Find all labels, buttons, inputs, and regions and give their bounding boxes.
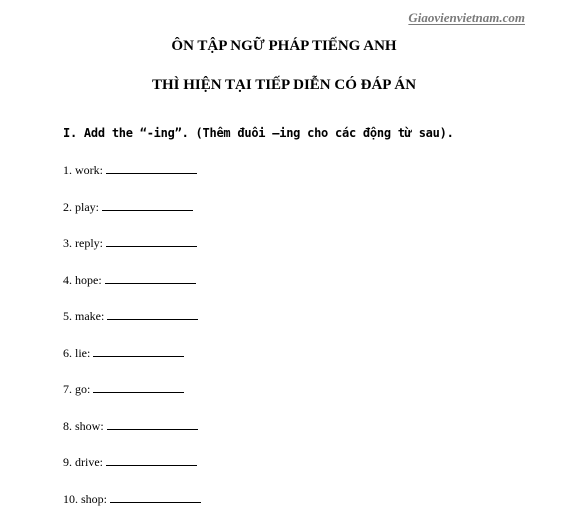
item-word: shop: [81,489,107,509]
answer-blank[interactable] [110,489,201,503]
item-number: 3. [63,233,72,253]
document-subtitle: THÌ HIỆN TẠI TIẾP DIỄN CÓ ĐÁP ÁN [0,77,568,94]
exercise-item [63,416,201,453]
answer-blank[interactable] [106,233,197,247]
item-word: lie: [75,343,90,363]
item-word: go: [75,379,90,399]
item-word: make: [75,306,104,326]
item-number: 9. [63,452,72,472]
exercise-item [63,160,201,197]
item-number: 7. [63,379,72,399]
exercise-item [63,306,201,343]
answer-blank[interactable] [106,160,197,174]
exercise-item [63,270,201,307]
answer-blank[interactable] [102,197,193,211]
item-word: show: [75,416,104,436]
answer-blank[interactable] [107,416,198,430]
answer-blank[interactable] [93,343,184,357]
item-number: 4. [63,270,72,290]
item-word: reply: [75,233,103,253]
exercise-item [63,343,201,380]
section-heading: I. Add the “-ing”. (Thêm đuôi –ing cho các động từ sau). [63,126,454,140]
item-number: 5. [63,306,72,326]
answer-blank[interactable] [106,452,197,466]
exercise-item [63,489,201,525]
item-number: 1. [63,160,72,180]
item-number: 8. [63,416,72,436]
document-title: ÔN TẬP NGỮ PHÁP TIẾNG ANH [0,38,568,55]
answer-blank[interactable] [93,379,184,393]
exercise-item [63,233,201,270]
item-number: 10. [63,489,78,509]
exercise-item [63,379,201,416]
answer-blank[interactable] [107,306,198,320]
item-word: play: [75,197,99,217]
exercise-list [63,160,201,525]
item-number: 2. [63,197,72,217]
answer-blank[interactable] [105,270,196,284]
exercise-item [63,452,201,489]
item-word: hope: [75,270,102,290]
item-number: 6. [63,343,72,363]
item-word: work: [75,160,103,180]
item-word: drive: [75,452,103,472]
exercise-item [63,197,201,234]
watermark-link[interactable]: Giaovienvietnam.com [408,10,525,26]
